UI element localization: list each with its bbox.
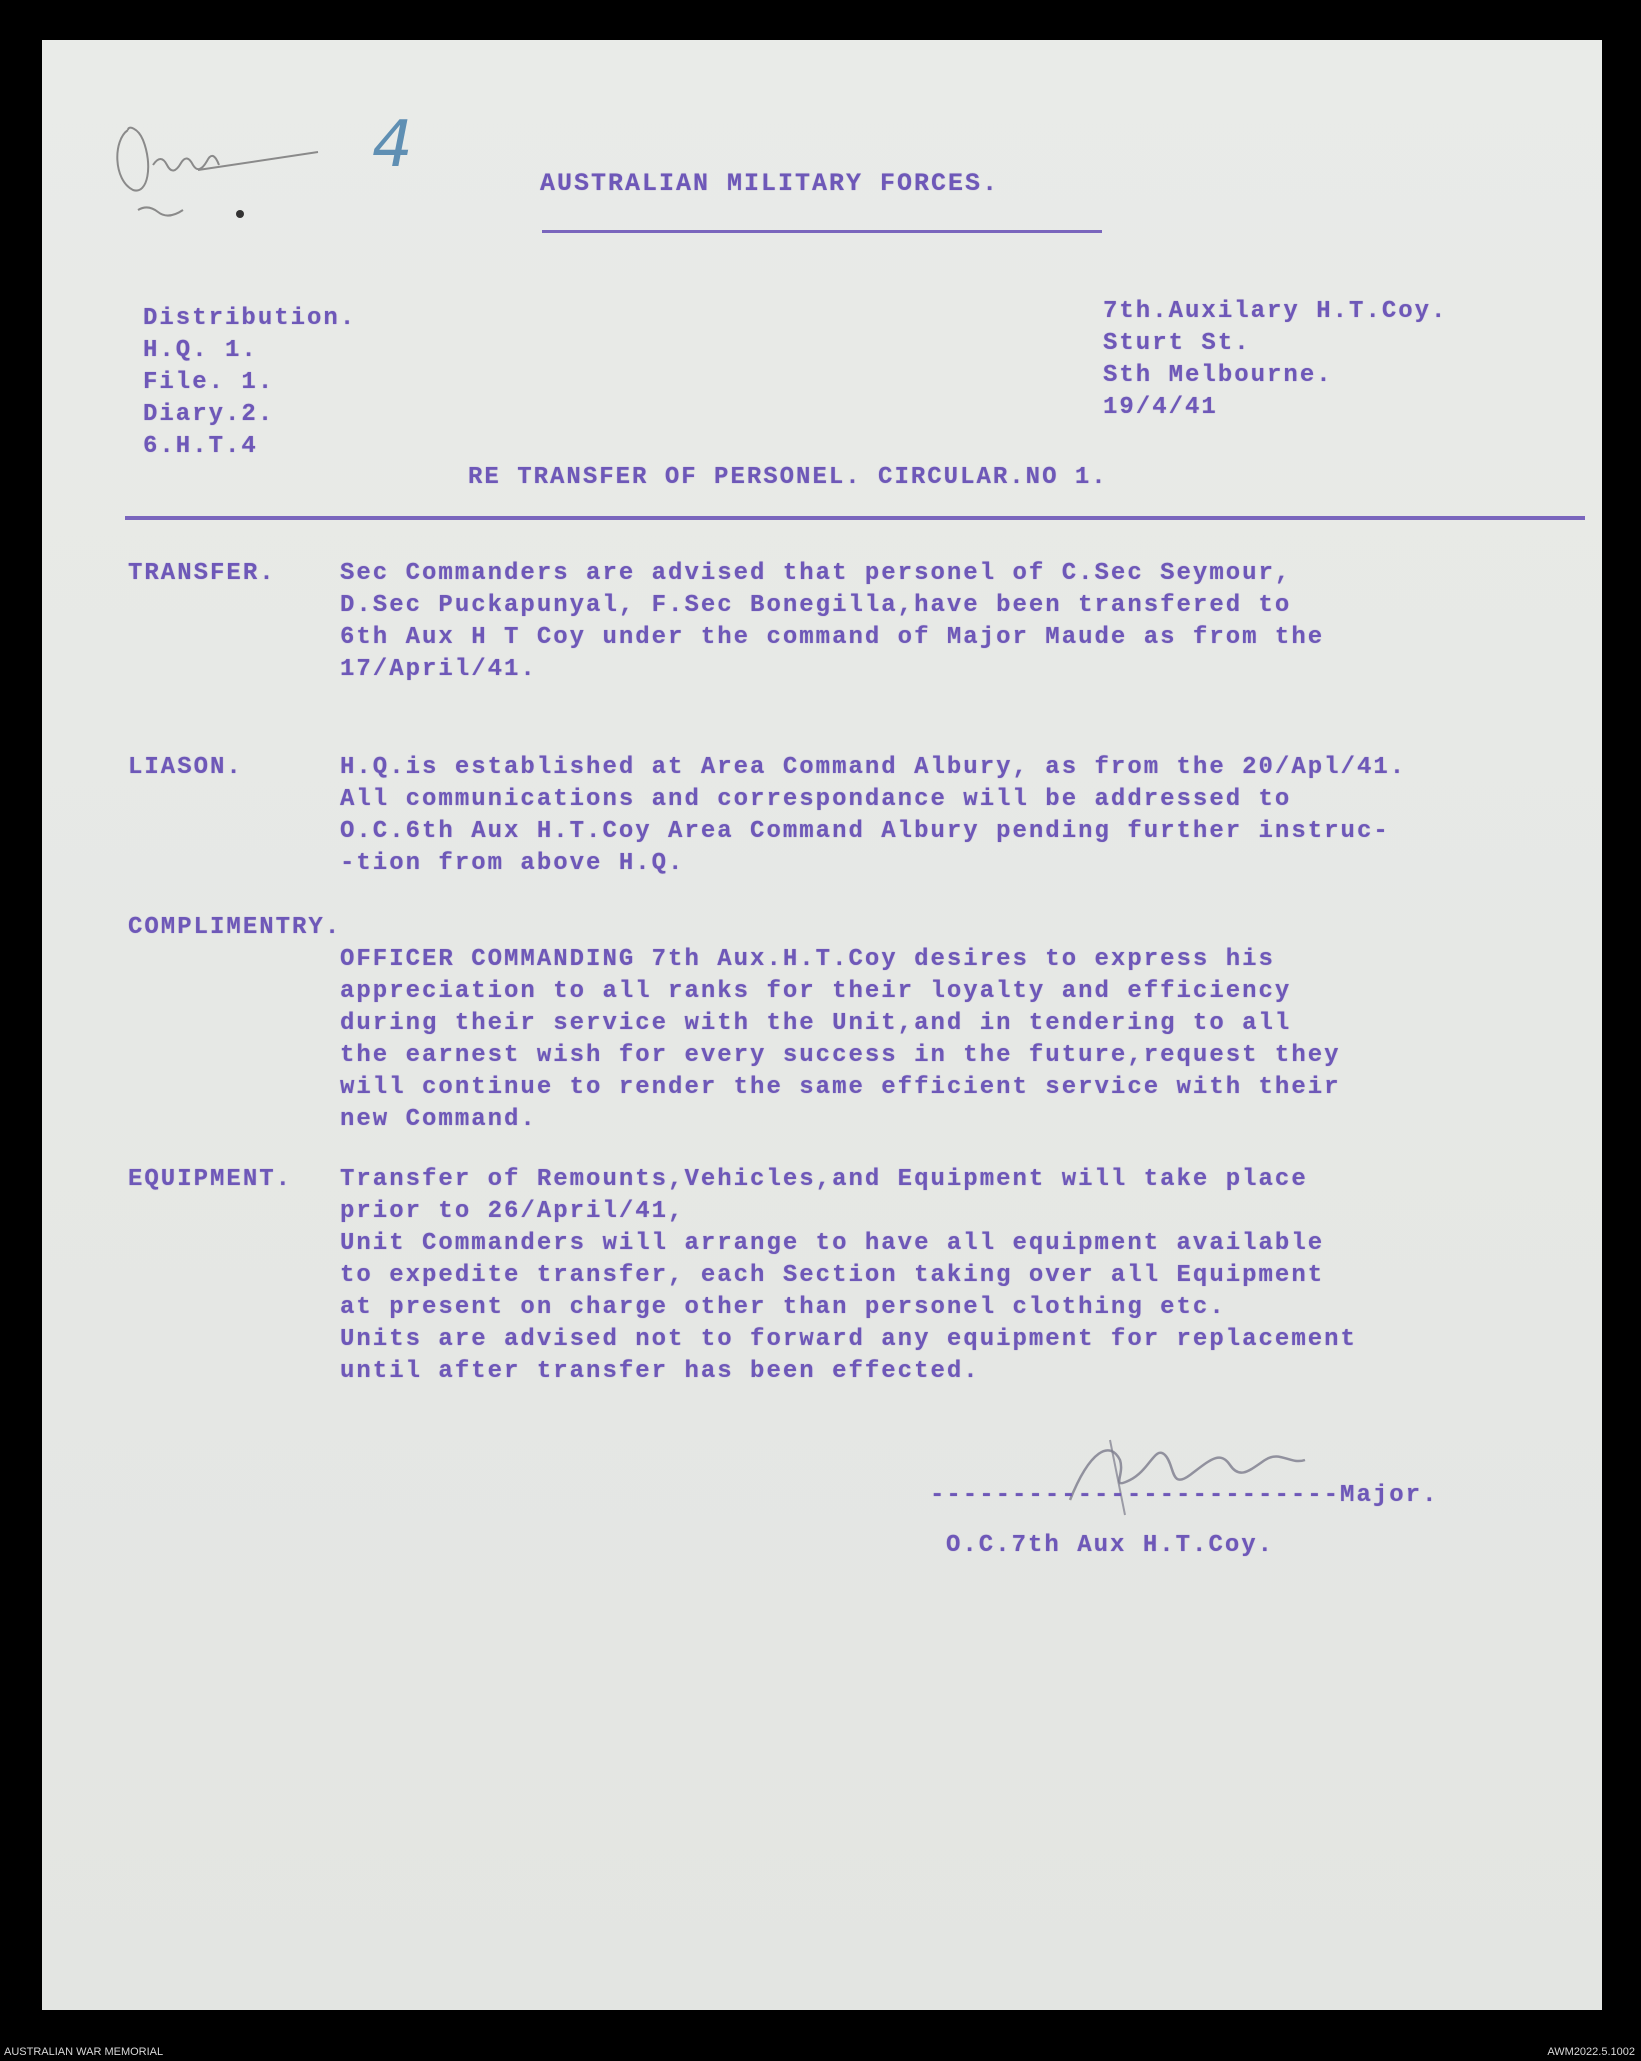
section-line: at present on charge other than personel clothing etc.	[340, 1294, 1226, 1321]
signature-title: O.C.7th Aux H.T.Coy.	[946, 1532, 1275, 1559]
section-line: H.Q.is established at Area Command Albury, as from the 20/Apl/41.	[340, 754, 1407, 781]
distribution-line: 6.H.T.4	[143, 433, 258, 460]
section-line: the earnest wish for every success in the future,request they	[340, 1042, 1341, 1069]
title-underline	[542, 230, 1102, 233]
address-line: 7th.Auxilary H.T.Coy.	[1103, 298, 1448, 325]
footer-archive-name: AUSTRALIAN WAR MEMORIAL	[4, 2046, 164, 2058]
distribution-line: H.Q. 1.	[143, 337, 258, 364]
section-line: prior to 26/April/41,	[340, 1198, 685, 1225]
section-line: O.C.6th Aux H.T.Coy Area Command Albury pending further instruc-	[340, 818, 1390, 845]
section-line: D.Sec Puckapunyal, F.Sec Bonegilla,have been transfered to	[340, 592, 1292, 619]
section-line: new Command.	[340, 1106, 537, 1133]
handwritten-number: 4	[372, 108, 413, 182]
section-line: Units are advised not to forward any equipment for replacement	[340, 1326, 1357, 1353]
signature-rank-line: -------------------------Major.	[930, 1482, 1439, 1509]
subject-line: RE TRANSFER OF PERSONEL. CIRCULAR.NO 1.	[468, 464, 1108, 491]
section-line: until after transfer has been effected.	[340, 1358, 980, 1385]
address-line: Sturt St.	[1103, 330, 1251, 357]
section-line: Sec Commanders are advised that personel of C.Sec Seymour,	[340, 560, 1292, 587]
pencil-annotation	[108, 110, 338, 240]
section-line: will continue to render the same efficient service with their	[340, 1074, 1341, 1101]
footer-accession-number: AWM2022.5.1002	[1547, 2046, 1635, 2058]
section-line: during their service with the Unit,and in tendering to all	[340, 1010, 1292, 1037]
section-line: Transfer of Remounts,Vehicles,and Equipment will take place	[340, 1166, 1308, 1193]
page-title: AUSTRALIAN MILITARY FORCES.	[540, 169, 1000, 198]
distribution-line: Diary.2.	[143, 401, 275, 428]
distribution-title: Distribution.	[143, 305, 357, 332]
section-label: TRANSFER.	[128, 560, 276, 587]
section-label: EQUIPMENT.	[128, 1166, 293, 1193]
section-line: Unit Commanders will arrange to have all equipment available	[340, 1230, 1325, 1257]
section-line: All communications and correspondance will be addressed to	[340, 786, 1292, 813]
section-line: to expedite transfer, each Section taking over all Equipment	[340, 1262, 1325, 1289]
document-date: 19/4/41	[1103, 394, 1218, 421]
address-line: Sth Melbourne.	[1103, 362, 1333, 389]
section-label: LIASON.	[128, 754, 243, 781]
section-line: 17/April/41.	[340, 656, 537, 683]
subject-rule	[125, 516, 1585, 520]
section-label: COMPLIMENTRY.	[128, 914, 342, 941]
signature	[1050, 1420, 1350, 1530]
section-line: -tion from above H.Q.	[340, 850, 685, 877]
distribution-line: File. 1.	[143, 369, 275, 396]
section-line: OFFICER COMMANDING 7th Aux.H.T.Coy desires to express his	[340, 946, 1275, 973]
section-line: 6th Aux H T Coy under the command of Major Maude as from the	[340, 624, 1325, 651]
section-line: appreciation to all ranks for their loyalty and efficiency	[340, 978, 1292, 1005]
